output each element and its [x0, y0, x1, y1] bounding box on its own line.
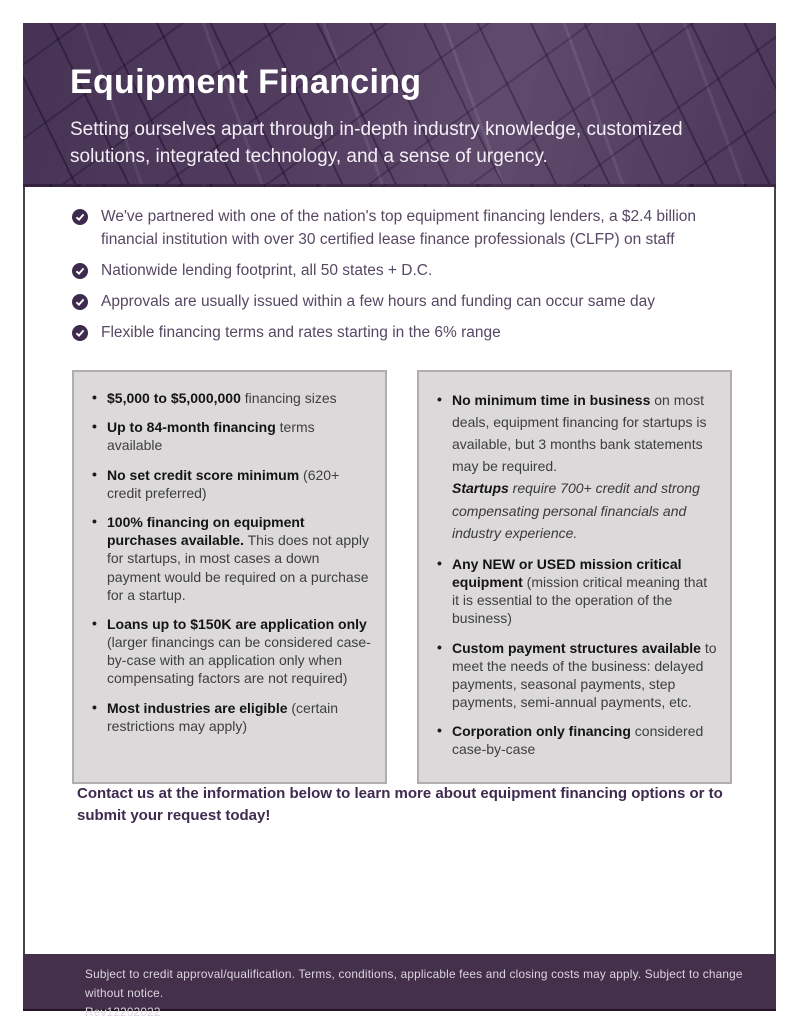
box-bullet-item [91, 389, 372, 407]
right-detail-box [417, 370, 732, 784]
box-bullet-text-segment: (certain restrictions may apply) [107, 699, 339, 734]
intro-bullet-item [72, 206, 750, 252]
check-circle-icon [72, 209, 88, 225]
contact-cta: Contact us at the information below to learn more about equipment financing options or to submit your request today! [77, 785, 723, 824]
header-banner [23, 23, 776, 187]
box-bullet-text-segment: $5,000 to $5,000,000 [107, 390, 241, 406]
check-circle-icon [72, 263, 88, 279]
intro-bullet-item [72, 260, 750, 283]
box-bullet-item [91, 513, 372, 604]
box-bullet-text-segment: Up to 84-month financing [107, 419, 276, 436]
box-bullet-item [436, 555, 717, 628]
intro-bullet-item [72, 291, 750, 314]
box-bullet-text-segment: to meet the needs of the business: delayed payments, seasonal payments, step payments, semi-annual payments, etc. [452, 639, 717, 711]
footer-revision: Rev12202022 [85, 1004, 161, 1019]
box-bullet-text-segment: (620+ credit preferred) [107, 466, 340, 501]
box-bullet-text-segment: Any NEW or USED mission critical equipment [452, 555, 682, 590]
box-bullet-text-segment: No minimum time in business [452, 392, 651, 408]
box-bullet-text-segment: on most deals, equipment financing for startups is available, but 3 months bank statements may be required. [452, 392, 707, 475]
check-circle-icon [72, 294, 88, 310]
footer-bar [23, 954, 776, 1019]
left-box-list [91, 389, 372, 735]
box-bullet-text-segment: Loans up to $150K are application only [107, 615, 367, 632]
left-detail-box [72, 370, 387, 784]
box-bullet-text-segment: considered case-by-case [452, 723, 704, 758]
box-bullet-item [91, 699, 372, 735]
box-bullet-text-segment: terms available [107, 419, 315, 454]
box-bullet-text-segment: (mission critical meaning that it is essential to the operation of the business) [452, 573, 708, 627]
box-bullet-text-segment: Most industries are eligible [107, 699, 288, 716]
box-bullet-item [91, 466, 372, 502]
box-bullet-text-segment: Custom payment structures available [452, 639, 701, 656]
box-bullet-text-segment: (larger financings can be considered case-by-case with an application only when compensating factors are not required) [107, 634, 371, 687]
intro-bullet-text: Approvals are usually issued within a few hours and funding can occur same day [101, 292, 656, 310]
box-bullet-text-segment: financing sizes [240, 390, 337, 406]
intro-bullet-text: Nationwide lending footprint, all 50 states + D.C. [101, 261, 433, 279]
box-bullet-item [436, 722, 717, 758]
intro-bullet-list [72, 206, 762, 353]
header-subtitle: Setting ourselves apart through in-depth industry knowledge, customized solutions, integrated technology, and a sense of urgency. [70, 119, 683, 167]
box-bullet-text-segment: This does not apply for startups, in most cases a down payment would be required on a purchase for a startup. [107, 532, 370, 603]
intro-bullet-text: Flexible financing terms and rates starting in the 6% range [101, 323, 501, 341]
box-bullet-item [91, 418, 372, 454]
box-bullet-text-segment: Startups [452, 480, 509, 497]
box-bullet-text-segment: 100% financing on equipment purchases available. [107, 513, 305, 549]
box-bullet-item [436, 389, 717, 544]
intro-bullet-item [72, 322, 750, 345]
page-title: Equipment Financing [70, 63, 422, 101]
box-bullet-text-segment: No set credit score minimum [107, 466, 300, 483]
box-bullet-item [436, 639, 717, 712]
intro-bullet-text: We've partnered with one of the nation's top equipment financing lenders, a $2.4 billion financial institution with over 30 certified lease finance professionals (CLFP) on staff [101, 208, 697, 248]
right-box-list [436, 389, 717, 759]
box-bullet-text-segment: Corporation only financing [452, 723, 631, 740]
check-circle-icon [72, 325, 88, 341]
document-frame [23, 23, 776, 1019]
box-bullet-text-segment: require 700+ credit and strong compensating personal financials and industry experience. [452, 480, 700, 541]
footer-disclaimer: Subject to credit approval/qualification. Terms, conditions, applicable fees and closing costs may apply. Subject to change without notice. [85, 967, 743, 1000]
detail-boxes [72, 370, 732, 784]
box-bullet-item [91, 615, 372, 688]
